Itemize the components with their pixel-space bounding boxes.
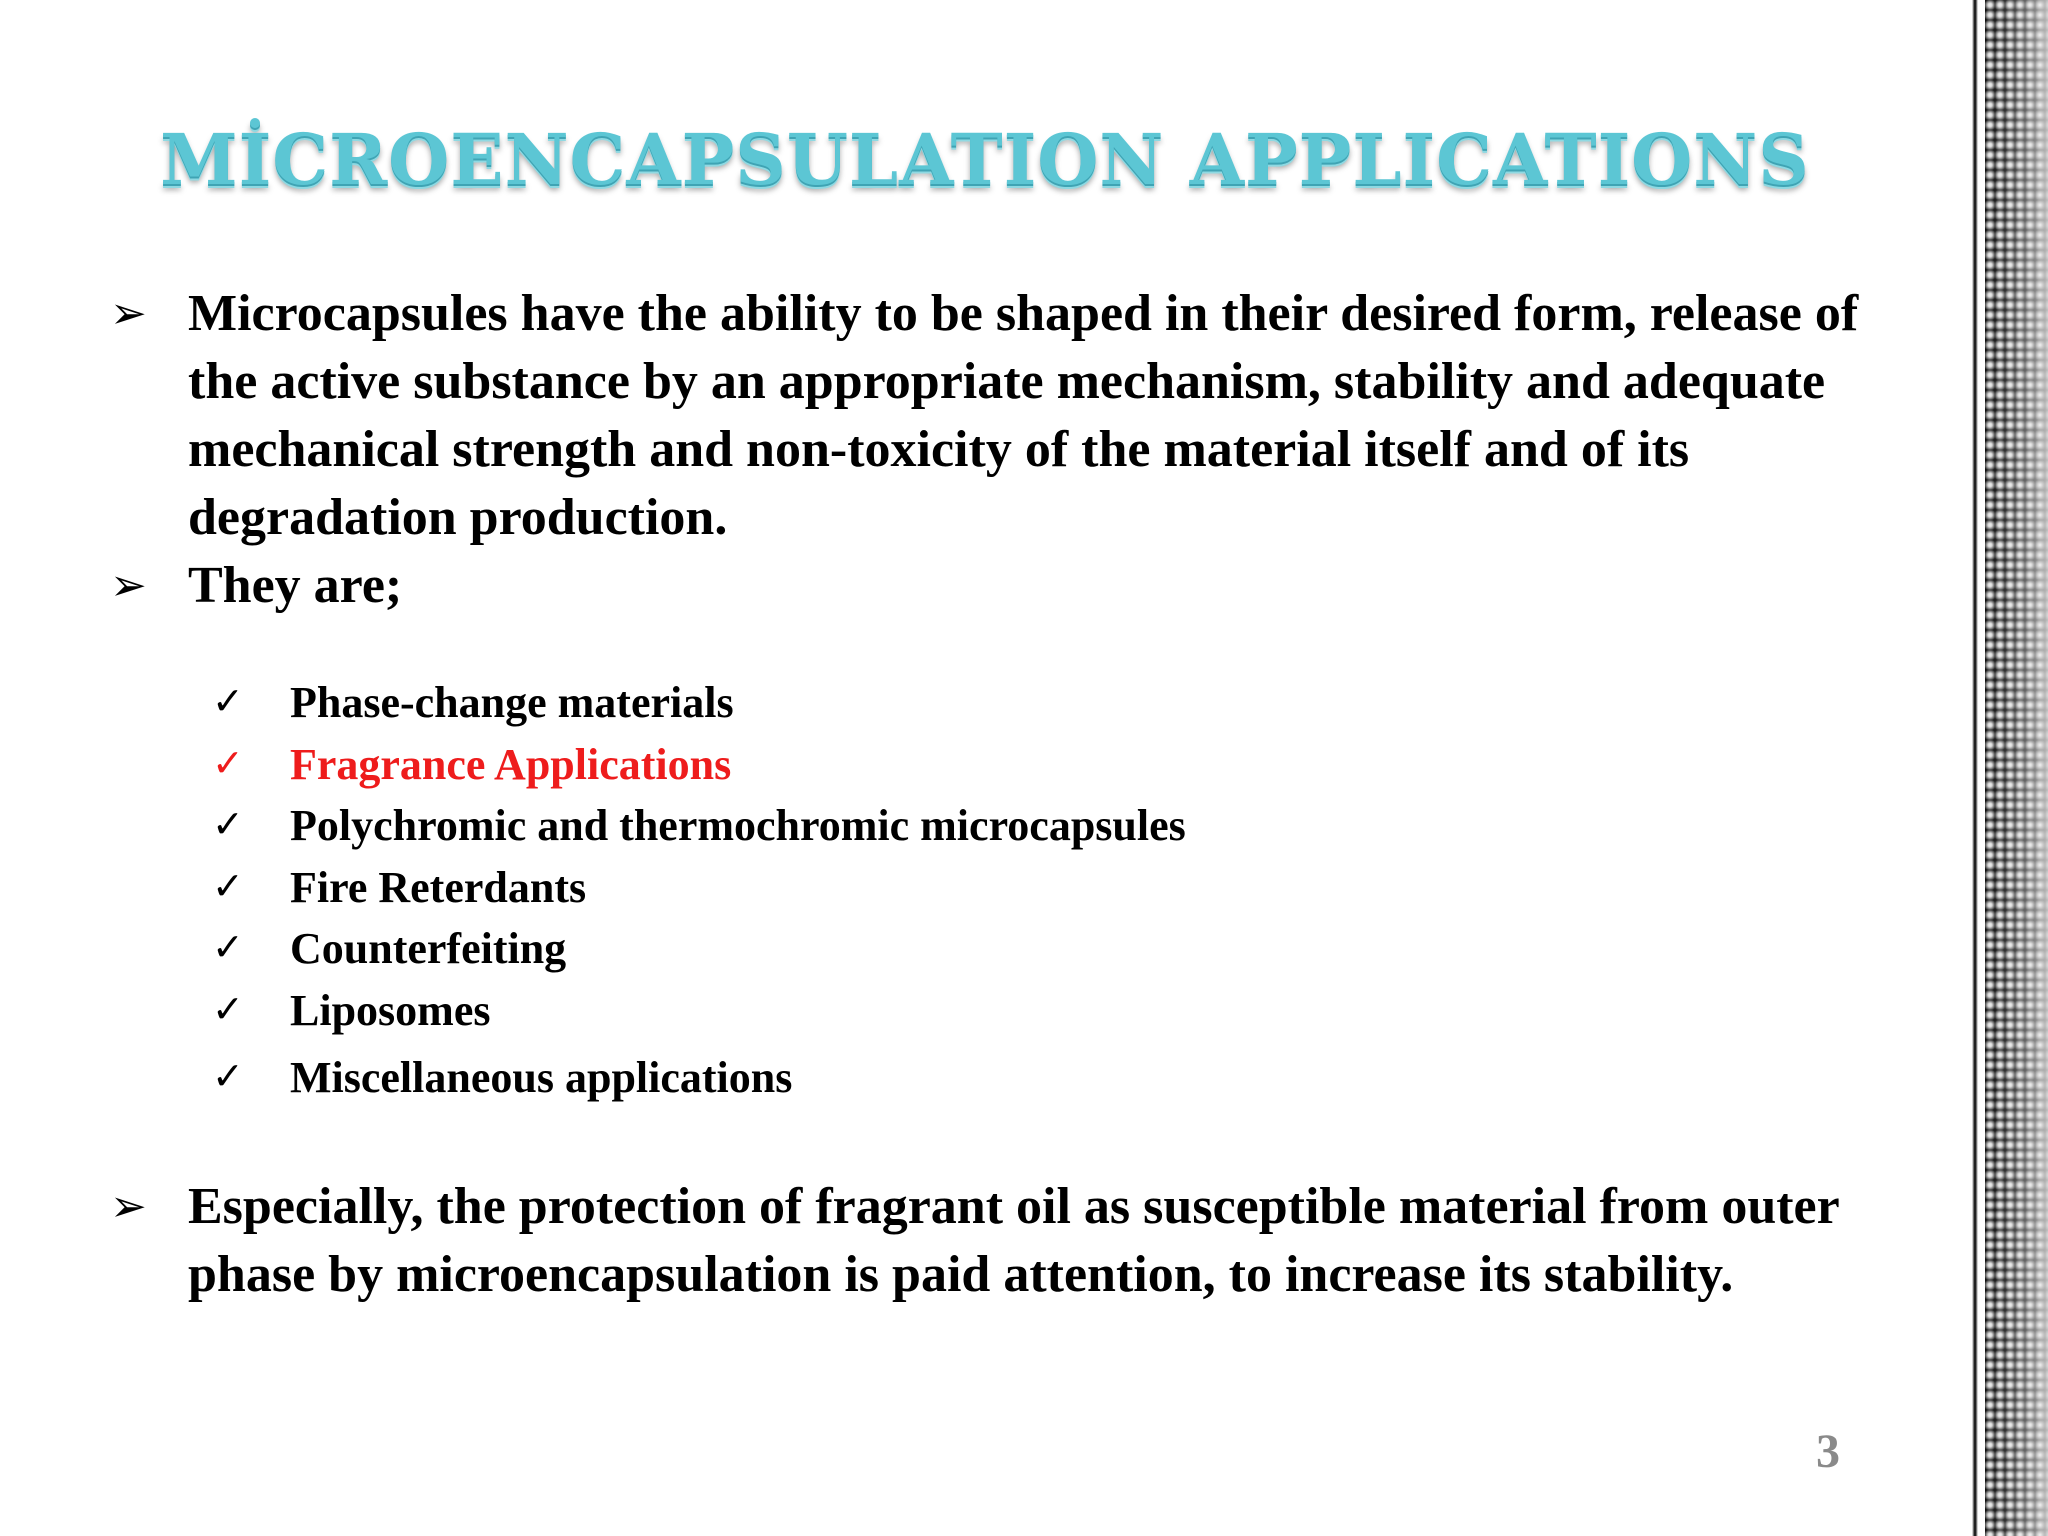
check-mark-icon: ✓ bbox=[212, 679, 244, 723]
checklist-item-highlighted bbox=[212, 734, 1910, 796]
page-number: 3 bbox=[1816, 1425, 1840, 1478]
side-divider-line bbox=[1972, 0, 1978, 1536]
check-mark-icon: ✓ bbox=[212, 863, 244, 908]
bullet-item bbox=[110, 280, 1910, 552]
checklist-item-text: Fragrance Applications bbox=[290, 739, 732, 789]
checklist-item-text: Fire Reterdants bbox=[290, 862, 587, 912]
checklist-item bbox=[212, 980, 1910, 1042]
checklist-item bbox=[212, 918, 1910, 980]
arrow-bullet-icon: ➢ bbox=[110, 1180, 147, 1232]
decorative-side-strip bbox=[1985, 0, 2048, 1536]
slide-content bbox=[110, 280, 1910, 1309]
closing-bullet-item bbox=[110, 1173, 1910, 1309]
bullet-text: Especially, the protection of fragrant oil as susceptible material from outer phase by microencapsulation is paid attention, to increase its stability. bbox=[188, 1177, 1839, 1303]
checklist-item-text: Polychromic and thermochromic microcapsules bbox=[290, 801, 1186, 850]
applications-checklist bbox=[110, 672, 1910, 1109]
checklist-item-text: Liposomes bbox=[290, 985, 491, 1035]
check-mark-icon: ✓ bbox=[212, 740, 244, 785]
check-mark-icon: ✓ bbox=[212, 986, 244, 1031]
bullet-item bbox=[110, 552, 1910, 620]
checklist-item bbox=[212, 1047, 1910, 1109]
checklist-item-text: Counterfeiting bbox=[290, 924, 567, 973]
bullet-text: They are; bbox=[188, 557, 403, 614]
check-mark-icon: ✓ bbox=[212, 802, 244, 846]
checklist-item-text: Miscellaneous applications bbox=[290, 1053, 793, 1102]
check-mark-icon: ✓ bbox=[212, 1054, 244, 1098]
arrow-bullet-icon: ➢ bbox=[110, 288, 147, 339]
checklist-item bbox=[212, 857, 1910, 919]
checklist-item bbox=[212, 795, 1910, 857]
check-mark-icon: ✓ bbox=[212, 925, 244, 969]
bullet-text: Microcapsules have the ability to be shaped in their desired form, release of the active substance by an appropriate mechanism, stability and adequate mechanical strength and non-toxicity of the material itself and of its degradation production. bbox=[188, 285, 1859, 546]
checklist-item-text: Phase-change materials bbox=[290, 678, 734, 727]
arrow-bullet-icon: ➢ bbox=[110, 560, 147, 611]
checklist-item bbox=[212, 672, 1910, 734]
slide-title: MİCROENCAPSULATION APPLICATIONS bbox=[160, 118, 1810, 201]
